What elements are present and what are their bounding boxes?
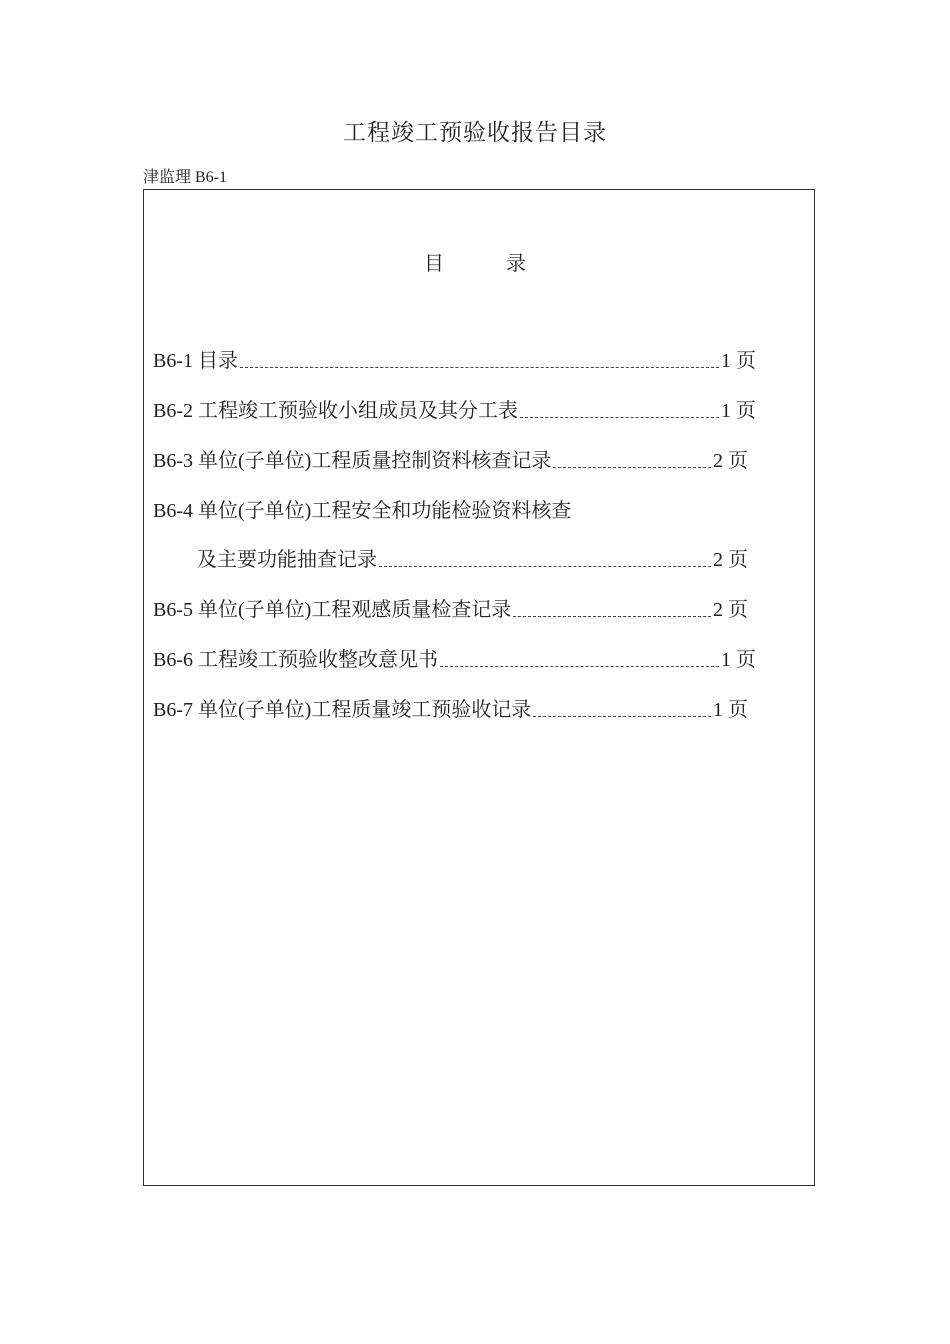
toc-entry-pages: 1 页 — [721, 350, 756, 372]
toc-entry-pages: 1 页 — [713, 699, 748, 721]
toc-entry-pages: 1 页 — [721, 649, 756, 671]
toc-heading-right: 录 — [506, 253, 526, 275]
toc-entry-b6-4[interactable] — [153, 497, 571, 523]
toc-entry-label: B6-7 单位(子单位)工程质量竣工预验收记录 — [153, 699, 532, 721]
toc-entry-pages: 2 页 — [713, 549, 748, 571]
toc-entry-b6-2[interactable] — [153, 397, 756, 423]
toc-entry-pages: 2 页 — [713, 599, 748, 621]
document-title: 工程竣工预验收报告目录 — [343, 120, 607, 145]
toc-leader — [240, 367, 719, 368]
toc-entry-label: B6-6 工程竣工预验收整改意见书 — [153, 649, 438, 671]
toc-heading-left: 目 — [424, 253, 444, 275]
toc-entry-b6-3[interactable] — [153, 447, 748, 473]
form-code: 津监理 B6-1 — [143, 169, 228, 186]
toc-leader — [379, 566, 711, 567]
toc-leader — [520, 417, 719, 418]
toc-entry-b6-6[interactable] — [153, 646, 756, 672]
toc-entry-label: B6-1 目录 — [153, 350, 238, 372]
toc-entry-label-continuation: 及主要功能抽查记录 — [197, 549, 377, 571]
toc-entry-label: B6-5 单位(子单位)工程观感质量检查记录 — [153, 599, 512, 621]
toc-entry-label: B6-2 工程竣工预验收小组成员及其分工表 — [153, 400, 518, 422]
toc-leader — [533, 716, 711, 717]
toc-heading — [0, 247, 950, 276]
toc-entry-pages: 1 页 — [721, 400, 756, 422]
toc-entry-pages: 2 页 — [713, 450, 748, 472]
content-frame — [143, 189, 815, 1186]
toc-entry-b6-1[interactable] — [153, 347, 756, 373]
toc-entry-b6-5[interactable] — [153, 596, 748, 622]
toc-leader — [513, 616, 711, 617]
toc-leader — [440, 666, 719, 667]
toc-entry-b6-7[interactable] — [153, 696, 748, 722]
toc-entry-label: B6-3 单位(子单位)工程质量控制资料核查记录 — [153, 450, 552, 472]
toc-entry-label: B6-4 单位(子单位)工程安全和功能检验资料核查 — [153, 500, 572, 522]
toc-entry-b6-4-continuation[interactable] — [197, 546, 748, 572]
toc-leader — [553, 467, 711, 468]
